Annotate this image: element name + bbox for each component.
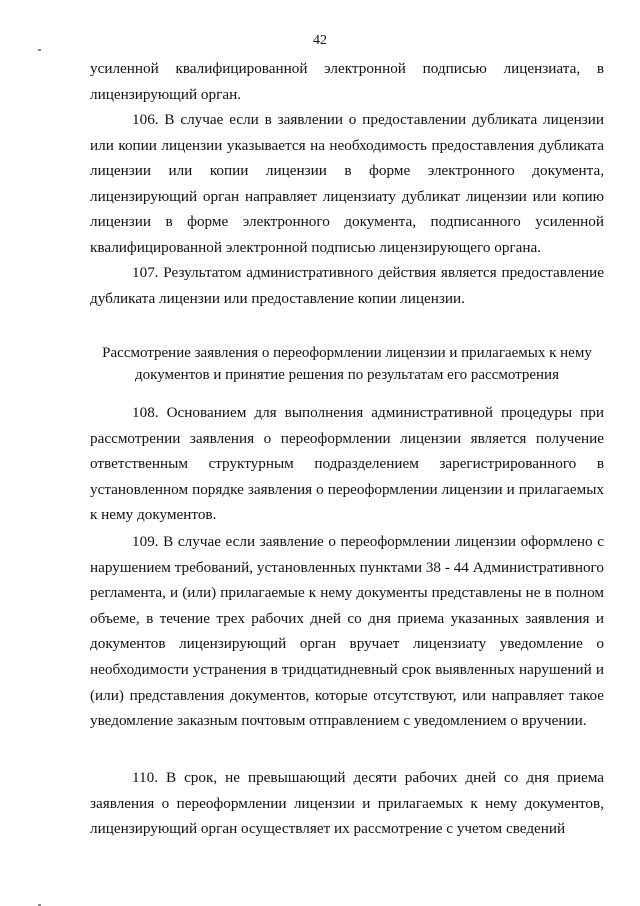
section-heading: Рассмотрение заявления о переоформлении лицензии и прилагаемых к нему документов и принятие решения по результатам его рассмотрения — [102, 345, 592, 383]
paragraph-continuation: усиленной квалифицированной электронной подписью лицензиата, в лицензирующий орган. — [90, 60, 604, 103]
paragraph-106: 106. В случае если в заявлении о предоставлении дубликата лицензии или копии лицензии указывается на необходимость предоставления дубликата лицензии или копии лицензии в форме электронного документа, лицензирующий орган направляет лицензиату дубликат лицензии или копию лицензии в форме электронного документа, подписанного усиленной квалифицированной электронной подписью лицензирующего органа. — [90, 111, 604, 256]
paragraph-110: 110. В срок, не превышающий десяти рабочих дней со дня приема заявления о переоформлении лицензии и прилагаемых к нему документов, лицензирующий орган осуществляет их рассмотрение с учетом сведений — [90, 769, 604, 838]
paragraph-108: 108. Основанием для выполнения административной процедуры при рассмотрении заявления о переоформлении лицензии является получение ответственным структурным подразделением зарегистрированного в установленном порядке заявления о переоформлении лицензии и прилагаемых к нему документов. — [90, 404, 604, 524]
page-number: 42 — [313, 33, 327, 48]
paragraph-107: 107. Результатом административного действия является предоставление дубликата лицензии или предоставление копии лицензии. — [90, 264, 604, 307]
paragraph-109: 109. В случае если заявление о переоформлении лицензии оформлено с нарушением требований, установленных пунктами 38 - 44 Административного регламента, и (или) прилагаемые к нему документы представлены не в полном объеме, в течение трех рабочих дней со дня приема указанных заявления и документов лицензирующий орган вручает лицензиату уведомление о необходимости устранения в тридцатидневный срок выявленных нарушений и (или) представления документов, которые отсутствуют, или направляет такое уведомление заказным почтовым отправлением с уведомлением о вручении. — [90, 533, 604, 730]
